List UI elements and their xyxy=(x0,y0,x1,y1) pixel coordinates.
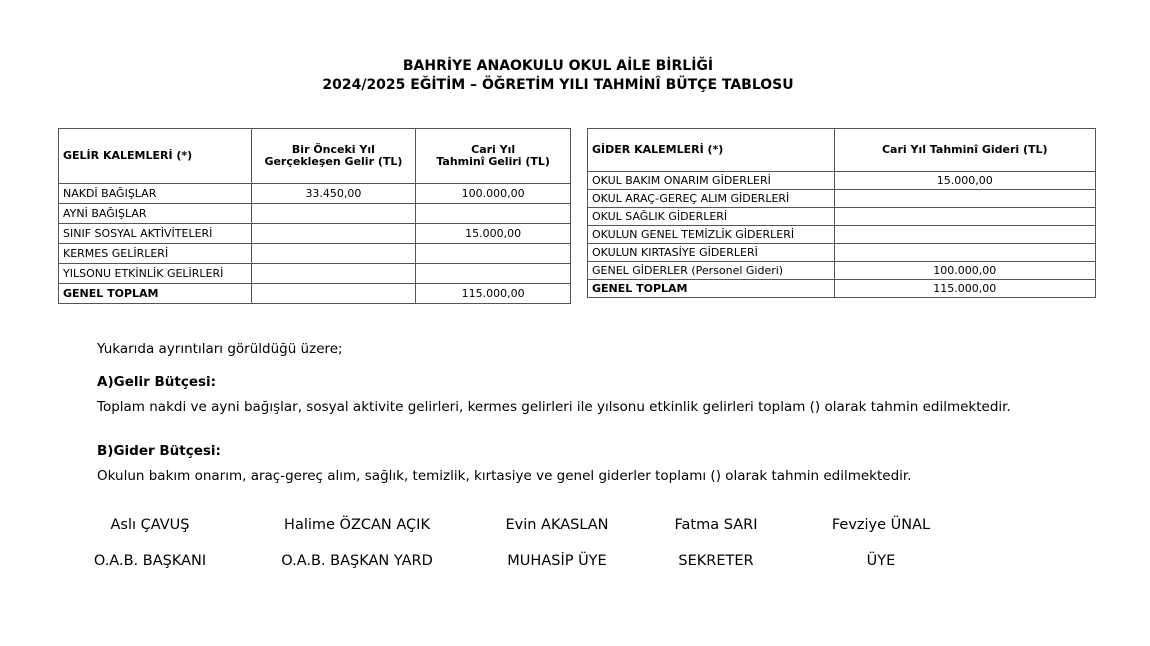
expense-amount: 100.000,00 xyxy=(834,262,1095,280)
expense-amount: 15.000,00 xyxy=(834,172,1095,190)
expense-item: OKULUN KIRTASİYE GİDERLERİ xyxy=(588,244,835,262)
section-b-text: Okulun bakım onarım, araç-gereç alım, sağlık, temizlik, kırtasiye ve genel giderler toplamı () olarak tahmin edilmektedir. xyxy=(97,468,912,484)
income-item: YILSONU ETKİNLİK GELİRLERİ xyxy=(59,264,252,284)
expense-total-label: GENEL TOPLAM xyxy=(588,280,835,298)
table-row xyxy=(59,204,571,224)
expense-amount xyxy=(834,190,1095,208)
table-row xyxy=(59,224,571,244)
income-previous: 33.450,00 xyxy=(251,184,416,204)
expense-item: OKUL SAĞLIK GİDERLERİ xyxy=(588,208,835,226)
income-current: 100.000,00 xyxy=(416,184,571,204)
signatory-role: O.A.B. BAŞKANI xyxy=(93,553,207,569)
signatory-name: Evin AKASLAN xyxy=(505,517,609,533)
income-current: 15.000,00 xyxy=(416,224,571,244)
income-total-row xyxy=(59,284,571,304)
signatory-role: SEKRETER xyxy=(678,553,754,569)
income-total-previous xyxy=(251,284,416,304)
income-total-current: 115.000,00 xyxy=(416,284,571,304)
income-header-previous: Bir Önceki Yıl Gerçekleşen Gelir (TL) xyxy=(251,129,416,184)
income-header-current: Cari Yıl Tahminî Geliri (TL) xyxy=(416,129,571,184)
signatory-name: Aslı ÇAVUŞ xyxy=(110,517,190,533)
income-total-label: GENEL TOPLAM xyxy=(59,284,252,304)
income-previous xyxy=(251,264,416,284)
section-b-title: B)Gider Bütçesi: xyxy=(97,443,221,459)
table-row xyxy=(59,184,571,204)
expense-total-amount: 115.000,00 xyxy=(834,280,1095,298)
income-item: SINIF SOSYAL AKTİVİTELERİ xyxy=(59,224,252,244)
signatory-role: O.A.B. BAŞKAN YARD xyxy=(281,553,433,569)
table-row xyxy=(588,190,1096,208)
intro-text: Yukarıda ayrıntıları görüldüğü üzere; xyxy=(97,341,343,357)
income-previous xyxy=(251,244,416,264)
signatory-name: Halime ÖZCAN AÇIK xyxy=(284,517,430,533)
section-a-title: A)Gelir Bütçesi: xyxy=(97,374,217,390)
section-a-text: Toplam nakdi ve ayni bağışlar, sosyal aktivite gelirleri, kermes gelirleri ile yılsonu etkinlik gelirleri toplam () olarak tahmin edilmektedir. xyxy=(97,399,1011,415)
expense-amount xyxy=(834,244,1095,262)
document-title: BAHRİYE ANAOKULU OKUL AİLE BİRLİĞİ xyxy=(402,58,714,74)
income-header-row xyxy=(59,129,571,184)
income-header-item: GELİR KALEMLERİ (*) xyxy=(59,129,252,184)
expense-item: OKUL ARAÇ-GEREÇ ALIM GİDERLERİ xyxy=(588,190,835,208)
expense-header-current: Cari Yıl Tahminî Gideri (TL) xyxy=(834,129,1095,172)
table-row xyxy=(588,172,1096,190)
table-row xyxy=(588,226,1096,244)
table-row xyxy=(588,208,1096,226)
income-current xyxy=(416,244,571,264)
income-item: NAKDİ BAĞIŞLAR xyxy=(59,184,252,204)
document-subtitle: 2024/2025 EĞİTİM – ÖĞRETİM YILI TAHMİNÎ BÜTÇE TABLOSU xyxy=(322,77,794,93)
expense-amount xyxy=(834,208,1095,226)
expense-table xyxy=(587,128,1096,298)
table-row xyxy=(588,244,1096,262)
expense-item: GENEL GİDERLER (Personel Gideri) xyxy=(588,262,835,280)
income-previous xyxy=(251,204,416,224)
income-current xyxy=(416,204,571,224)
signatory-name: Fatma SARI xyxy=(674,517,758,533)
signatory-role: ÜYE xyxy=(866,553,896,569)
income-item: AYNİ BAĞIŞLAR xyxy=(59,204,252,224)
table-row xyxy=(588,262,1096,280)
signatory-name: Fevziye ÜNAL xyxy=(831,517,931,533)
expense-item: OKULUN GENEL TEMİZLİK GİDERLERİ xyxy=(588,226,835,244)
income-current xyxy=(416,264,571,284)
table-row xyxy=(59,244,571,264)
expense-item: OKUL BAKIM ONARIM GİDERLERİ xyxy=(588,172,835,190)
table-row xyxy=(59,264,571,284)
expense-amount xyxy=(834,226,1095,244)
expense-header-row xyxy=(588,129,1096,172)
income-previous xyxy=(251,224,416,244)
expense-total-row xyxy=(588,280,1096,298)
expense-header-item: GİDER KALEMLERİ (*) xyxy=(588,129,835,172)
signatory-role: MUHASİP ÜYE xyxy=(507,553,607,569)
income-table xyxy=(58,128,571,304)
income-item: KERMES GELİRLERİ xyxy=(59,244,252,264)
